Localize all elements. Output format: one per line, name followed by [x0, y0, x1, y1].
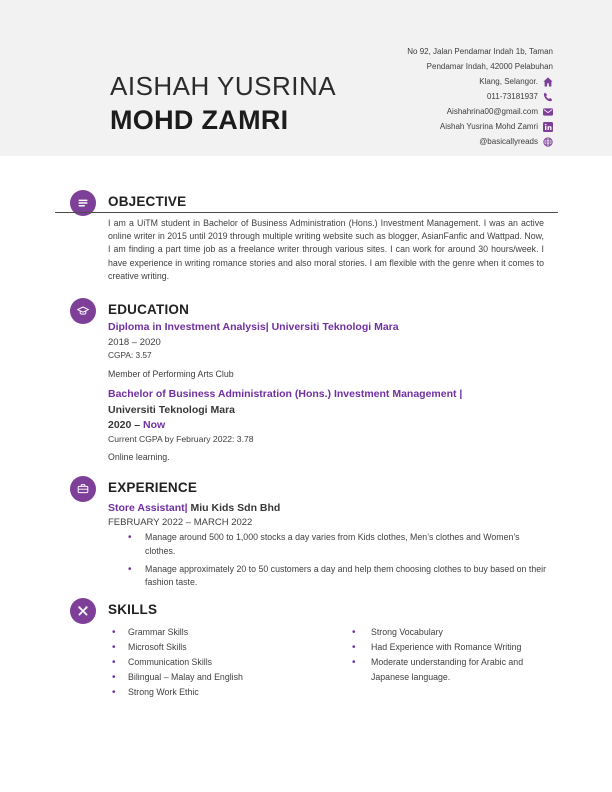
experience-role-title: Store Assistant| — [108, 502, 188, 514]
list-item: • Moderate understanding for Arabic and Japanese language. — [352, 655, 554, 685]
education-years-2-dark: 2020 – — [108, 419, 144, 431]
contact-address-line2 — [407, 59, 553, 74]
education-note-1: Member of Performing Arts Club — [108, 369, 234, 379]
education-note-2: Online learning. — [108, 452, 170, 462]
contact-linkedin-line — [407, 119, 553, 134]
contact-address-line1 — [407, 44, 553, 59]
experience-role-company: Miu Kids Sdn Bhd — [187, 502, 281, 514]
objective-paragraph: I am a UiTM student in Bachelor of Business Administration (Hons.) Investment Management. I was an active online writer in 2015 until 2019 through multiple writing website such as blogger, AsianFanfic and Wattpad. Now, I am finding a part time job as a freelance writer through various sites. I can work for around 30 hours/week. I have experience in writing romance stories and also moral stories. I am flexible with the genre when it comes to creative writing. — [108, 218, 544, 281]
objective-divider — [55, 212, 558, 213]
list-item: • Manage around 500 to 1,000 stocks a day varies from Kids clothes, Men’s clothes and Women’s clothes. — [128, 531, 546, 558]
education-years-2-accent: Now — [143, 419, 166, 431]
linkedin-icon — [543, 122, 553, 132]
education-years-2 — [108, 418, 548, 432]
list-item: • Microsoft Skills — [112, 640, 340, 655]
skills-list-right — [352, 625, 554, 685]
education-degree-2: Bachelor of Business Administration (Hons.) Investment Management | — [108, 388, 463, 400]
list-item: • Grammar Skills — [112, 625, 340, 640]
phone-text: 011-73181937 — [486, 92, 538, 101]
contact-address-line3 — [407, 74, 553, 89]
address-text-1: No 92, Jalan Pendamar Indah 1b, Taman — [407, 47, 553, 56]
envelope-icon — [543, 107, 553, 117]
name-last: MOHD ZAMRI — [110, 105, 289, 135]
education-institution-2: Universiti Teknologi Mara — [108, 404, 235, 416]
objective-section-title: OBJECTIVE — [108, 194, 187, 209]
linkedin-text: Aishah Yusrina Mohd Zamri — [439, 122, 538, 131]
email-text: Aishahrina00@gmail.com — [446, 107, 538, 116]
education-degree-1: Diploma in Investment Analysis| Universiti Teknologi Mara — [108, 321, 399, 333]
education-cgpa-1: CGPA: 3.57 — [108, 350, 152, 360]
address-text-3: Klang, Selangor. — [479, 77, 538, 86]
list-item: • Strong Vocabulary — [352, 625, 554, 640]
website-text: @basicallyreads — [479, 137, 538, 146]
education-years-1: 2018 – 2020 — [108, 337, 161, 348]
briefcase-icon — [70, 476, 96, 502]
contact-email-line — [407, 104, 553, 119]
education-section-title: EDUCATION — [108, 302, 190, 317]
contact-phone-line — [407, 89, 553, 104]
address-text-2: Pendamar Indah, 42000 Pelabuhan — [426, 62, 553, 71]
list-item: • Strong Work Ethic — [112, 685, 340, 700]
experience-role — [108, 501, 548, 515]
home-icon — [543, 77, 553, 87]
phone-icon — [543, 92, 553, 102]
education-cgpa-2: Current CGPA by February 2022: 3.78 — [108, 434, 254, 444]
crossed-tools-icon — [70, 598, 96, 624]
contact-website-line — [407, 134, 553, 149]
globe-icon — [543, 137, 553, 147]
skills-section-title: SKILLS — [108, 602, 158, 617]
experience-section-title: EXPERIENCE — [108, 480, 198, 495]
experience-bullet-list — [128, 531, 546, 594]
experience-dates: FEBRUARY 2022 – MARCH 2022 — [108, 517, 253, 528]
contact-block — [407, 44, 553, 149]
list-item: • Manage approximately 20 to 50 customers a day and help them choosing clothes to buy based on their fashion taste. — [128, 563, 546, 590]
list-item: • Had Experience with Romance Writing — [352, 640, 554, 655]
graduation-cap-icon — [70, 298, 96, 324]
list-item: • Communication Skills — [112, 655, 340, 670]
skills-list-left — [112, 625, 340, 700]
name-first: AISHAH YUSRINA — [110, 71, 337, 101]
list-item: • Bilingual – Malay and English — [112, 670, 340, 685]
